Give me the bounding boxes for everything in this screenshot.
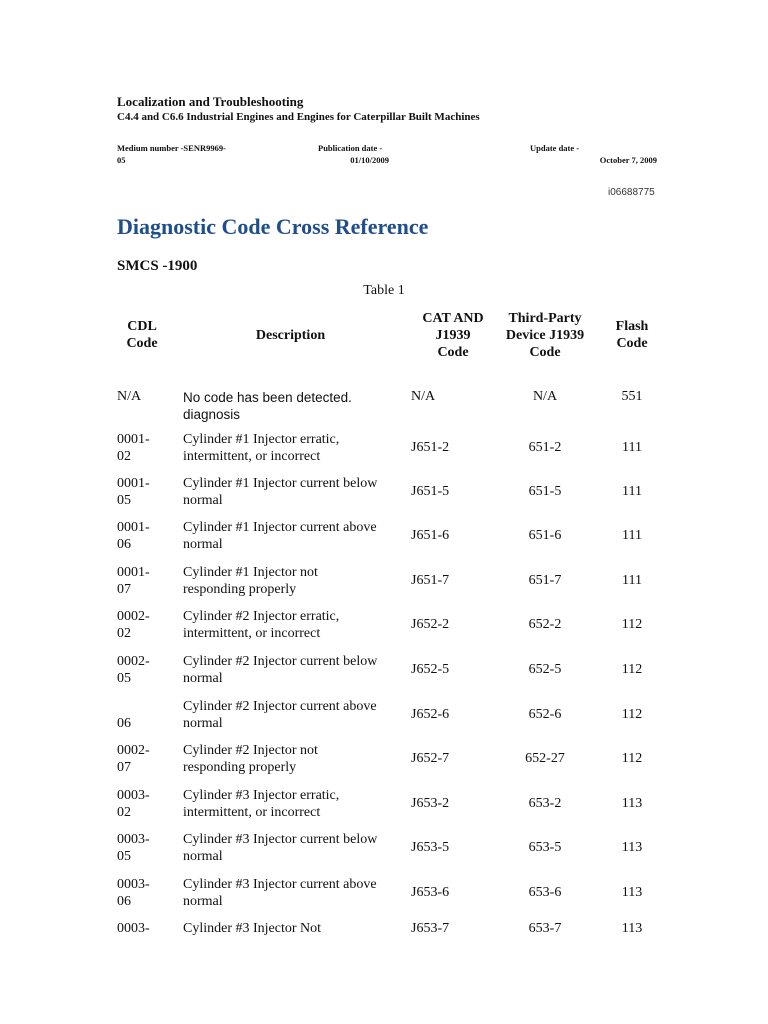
cell-third-party-code: 653-5 [528,840,562,855]
cell-flash-code: 112 [621,751,643,766]
cell-description [183,698,403,732]
description-line: normal [183,537,223,552]
cell-cdl-code [117,519,150,553]
cell-cat-j1939-code: J652-7 [411,751,450,766]
cdl-code-line: 02 [117,449,131,464]
cell-flash-code: 113 [621,885,643,900]
cell-description [183,564,403,598]
description-line: Cylinder #1 Injector current below [183,476,378,491]
cell-third-party-code: 653-7 [528,921,562,936]
cell-description [183,475,403,509]
cell-third-party-code: 652-5 [528,662,562,677]
page-heading: Diagnostic Code Cross Reference [117,214,429,239]
cell-flash-code: 111 [622,440,642,455]
cdl-code-line: 06 [117,537,131,552]
description-line: Cylinder #3 Injector Not [183,921,322,936]
cell-description [183,653,403,687]
column-header-line: Code [616,336,648,351]
column-header-third-party-j1939 [500,310,590,361]
column-header-line: J1939 [435,328,471,343]
cell-flash-code: 112 [621,662,643,677]
cdl-code-line: 0001- [117,476,150,491]
cell-cat-j1939-code: J653-6 [411,885,450,900]
cell-third-party-code: 653-6 [528,885,562,900]
column-header-line: Flash [615,319,649,334]
cell-third-party-code: 652-27 [525,751,565,766]
cell-cdl-code [117,698,131,732]
description-line: Cylinder #2 Injector not [183,743,318,758]
cell-cat-j1939-code: J651-2 [411,440,450,455]
cell-cdl-code [117,831,150,865]
description-line: Cylinder #1 Injector erratic, [183,432,340,447]
cell-description [183,876,403,910]
description-line: Cylinder #2 Injector erratic, [183,609,340,624]
description-line: responding properly [183,582,297,597]
medium-number [117,142,226,166]
cell-third-party-code: 651-7 [528,573,562,588]
cell-description [183,389,403,423]
cell-cdl-code [117,742,150,776]
column-header-flash [606,318,658,352]
description-line: intermittent, or incorrect [183,449,321,464]
cell-description [183,519,403,553]
cell-cdl-code [117,388,141,405]
description-line: intermittent, or incorrect [183,805,321,820]
cdl-code-line: 0002- [117,743,150,758]
cell-third-party-code: 653-2 [528,796,562,811]
cell-cdl-code [117,920,150,937]
cdl-code-line: 0003- [117,832,150,847]
description-line: normal [183,716,223,731]
cell-cdl-code [117,608,150,642]
cell-description [183,920,403,937]
cell-description [183,742,403,776]
description-line: normal [183,493,223,508]
document-title: Localization and Troubleshooting [117,94,304,109]
cell-cat-j1939-code: N/A [411,389,436,404]
description-line: Cylinder #1 Injector not [183,565,318,580]
description-line: normal [183,849,223,864]
column-header-line: Code [529,345,561,360]
description-line: Cylinder #3 Injector current above [183,877,377,892]
description-line: diagnosis [183,407,241,422]
medium-number-value: 05 [117,155,126,165]
cell-flash-code: 111 [622,573,642,588]
medium-number-label: Medium number -SENR9969- [117,143,226,153]
cell-cdl-code [117,431,150,465]
cdl-code-line: 0003- [117,921,150,936]
column-header-line: Device J1939 [505,328,585,343]
cdl-code-line: 05 [117,671,131,686]
update-date [530,142,657,166]
description-line: Cylinder #1 Injector current above [183,520,377,535]
cell-flash-code: 111 [622,528,642,543]
cdl-code-line: 0001- [117,520,150,535]
table-caption: Table 1 [363,283,405,298]
cell-third-party-code: 651-6 [528,528,562,543]
cdl-code-line: 05 [117,849,131,864]
column-header-cat-j1939 [417,310,489,361]
cell-cat-j1939-code: J652-5 [411,662,450,677]
cell-cdl-code [117,787,150,821]
cell-cdl-code [117,564,150,598]
cell-flash-code: 112 [621,707,643,722]
publication-date-value: 01/10/2009 [350,155,389,165]
cdl-code-line: 02 [117,626,131,641]
cdl-code-line: 0002- [117,654,150,669]
column-header-line: CDL [127,319,157,334]
cell-flash-code: 113 [621,796,643,811]
cell-third-party-code: 652-2 [528,617,562,632]
cell-third-party-code: N/A [532,389,558,404]
cell-description [183,787,403,821]
column-header-line: CAT AND [422,311,484,326]
cell-cat-j1939-code: J653-7 [411,921,450,936]
description-line: Cylinder #2 Injector current above [183,699,377,714]
cdl-code-line: 06 [117,716,131,731]
cell-flash-code: 112 [621,617,643,632]
cell-third-party-code: 652-6 [528,707,562,722]
column-header-line: Code [126,336,158,351]
cdl-code-line: N/A [117,389,142,404]
cdl-code-line: 07 [117,582,131,597]
cell-cat-j1939-code: J651-5 [411,484,450,499]
cell-cdl-code [117,876,150,910]
update-date-label: Update date - [530,143,580,153]
column-header-cdl [117,318,167,352]
cell-description [183,431,403,465]
column-header-line: Third-Party [508,311,582,326]
cell-flash-code: 113 [621,840,643,855]
description-line: responding properly [183,760,297,775]
cdl-code-line: 0003- [117,877,150,892]
cdl-code-line: 0001- [117,432,150,447]
description-line: normal [183,671,223,686]
description-line: intermittent, or incorrect [183,626,321,641]
column-header-line: Code [437,345,469,360]
cell-cat-j1939-code: J653-5 [411,840,450,855]
column-header-description [203,327,378,344]
column-header-line: Description [255,328,326,343]
description-line: Cylinder #2 Injector current below [183,654,378,669]
cell-cat-j1939-code: J653-2 [411,796,450,811]
description-line: normal [183,894,223,909]
cdl-code-line: 0001- [117,565,150,580]
cdl-code-line: 06 [117,894,131,909]
description-line: Cylinder #3 Injector current below [183,832,378,847]
cdl-code-line: 0002- [117,609,150,624]
description-line: No code has been detected. [183,390,352,405]
cell-cdl-code [117,475,150,509]
publication-date-label: Publication date - [318,143,383,153]
cdl-code-line: 02 [117,805,131,820]
smcs-code: SMCS -1900 [117,258,198,274]
document-subtitle: C4.4 and C6.6 Industrial Engines and Engines for Caterpillar Built Machines [117,111,480,123]
cdl-code-line [117,698,131,715]
publication-date [318,142,389,166]
description-line: Cylinder #3 Injector erratic, [183,788,340,803]
cell-description [183,831,403,865]
cdl-code-line: 0003- [117,788,150,803]
cell-cat-j1939-code: J652-2 [411,617,450,632]
cell-cat-j1939-code: J651-7 [411,573,450,588]
document-id: i06688775 [608,187,655,198]
cell-cat-j1939-code: J651-6 [411,528,450,543]
cell-flash-code: 551 [621,389,643,404]
cell-cat-j1939-code: J652-6 [411,707,450,722]
cell-description [183,608,403,642]
update-date-value: October 7, 2009 [599,155,657,165]
cdl-code-line: 07 [117,760,131,775]
cell-flash-code: 113 [621,921,643,936]
cell-flash-code: 111 [622,484,642,499]
cell-third-party-code: 651-2 [528,440,562,455]
cdl-code-line: 05 [117,493,131,508]
cell-cdl-code [117,653,150,687]
cell-third-party-code: 651-5 [528,484,562,499]
